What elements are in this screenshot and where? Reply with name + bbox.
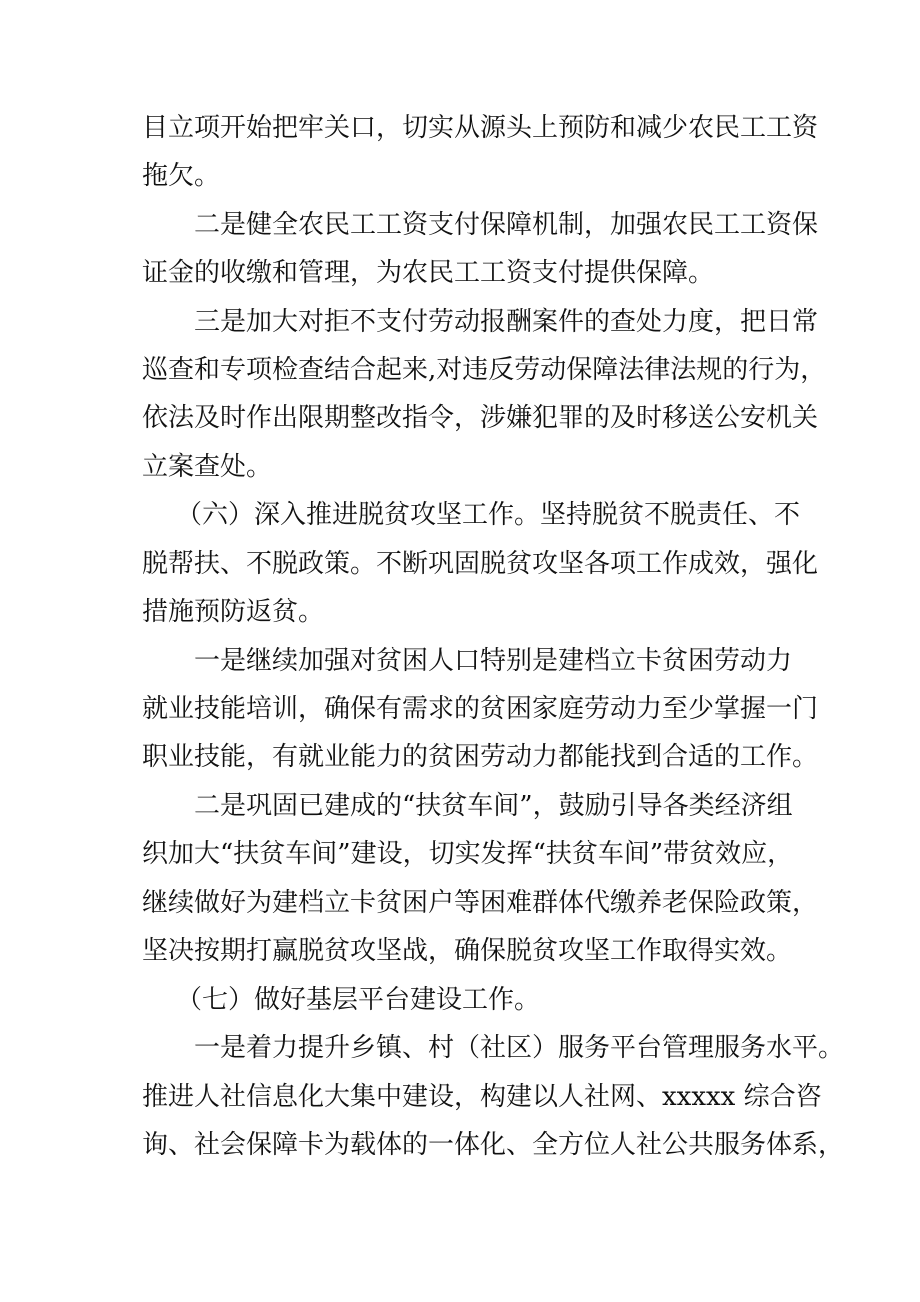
text-line: 二是健全农民工工资支付保障机制，加强农民工工资保 xyxy=(194,210,819,240)
text-line: 拖欠。 xyxy=(142,161,221,191)
text-line: 一是继续加强对贫困人口特别是建档立卡贫困劳动力 xyxy=(194,646,793,676)
section-heading-line: （六）深入推进脱贫攻坚工作。坚持脱贫不脱责任、不 xyxy=(176,500,801,530)
text-line: 措施预防返贫。 xyxy=(142,597,325,627)
text-line: 脱帮扶、不脱政策。不断巩固脱贫攻坚各项工作成效，强化 xyxy=(142,549,819,579)
text-line: 证金的收缴和管理，为农民工工资支付提供保障。 xyxy=(142,258,715,288)
text-line: 询、社会保障卡为载体的一体化、全方位人社公共服务体系， xyxy=(142,1130,845,1160)
text-line: 三是加大对拒不支付劳动报酬案件的查处力度，把日常 xyxy=(194,307,819,337)
text-line: 巡查和专项检查结合起来,对违反劳动保障法律法规的行为， xyxy=(142,355,827,385)
section-heading-line: （七）做好基层平台建设工作。 xyxy=(176,985,541,1015)
text-line: 目立项开始把牢关口，切实从源头上预防和减少农民工工资 xyxy=(142,113,819,143)
text-line: 就业技能培训，确保有需求的贫困家庭劳动力至少掌握一门 xyxy=(142,694,819,724)
text-line: 二是巩固已建成的“扶贫车间”，鼓励引导各类经济组 xyxy=(194,791,793,821)
text-line: 推进人社信息化大集中建设，构建以人社网、xxxxx 综合咨 xyxy=(142,1082,822,1112)
text-line: 职业技能，有就业能力的贫困劳动力都能找到合适的工作。 xyxy=(142,742,819,772)
text-line: 立案查处。 xyxy=(142,452,273,482)
text-line: 继续做好为建档立卡贫困户等困难群体代缴养老保险政策， xyxy=(142,888,819,918)
text-line: 织加大“扶贫车间”建设，切实发挥“扶贫车间”带贫效应， xyxy=(142,839,794,869)
text-line: 一是着力提升乡镇、村（社区）服务平台管理服务水平。 xyxy=(194,1033,845,1063)
text-line: 依法及时作出限期整改指令，涉嫌犯罪的及时移送公安机关 xyxy=(142,403,819,433)
text-line: 坚决按期打赢脱贫攻坚战，确保脱贫攻坚工作取得实效。 xyxy=(142,936,793,966)
